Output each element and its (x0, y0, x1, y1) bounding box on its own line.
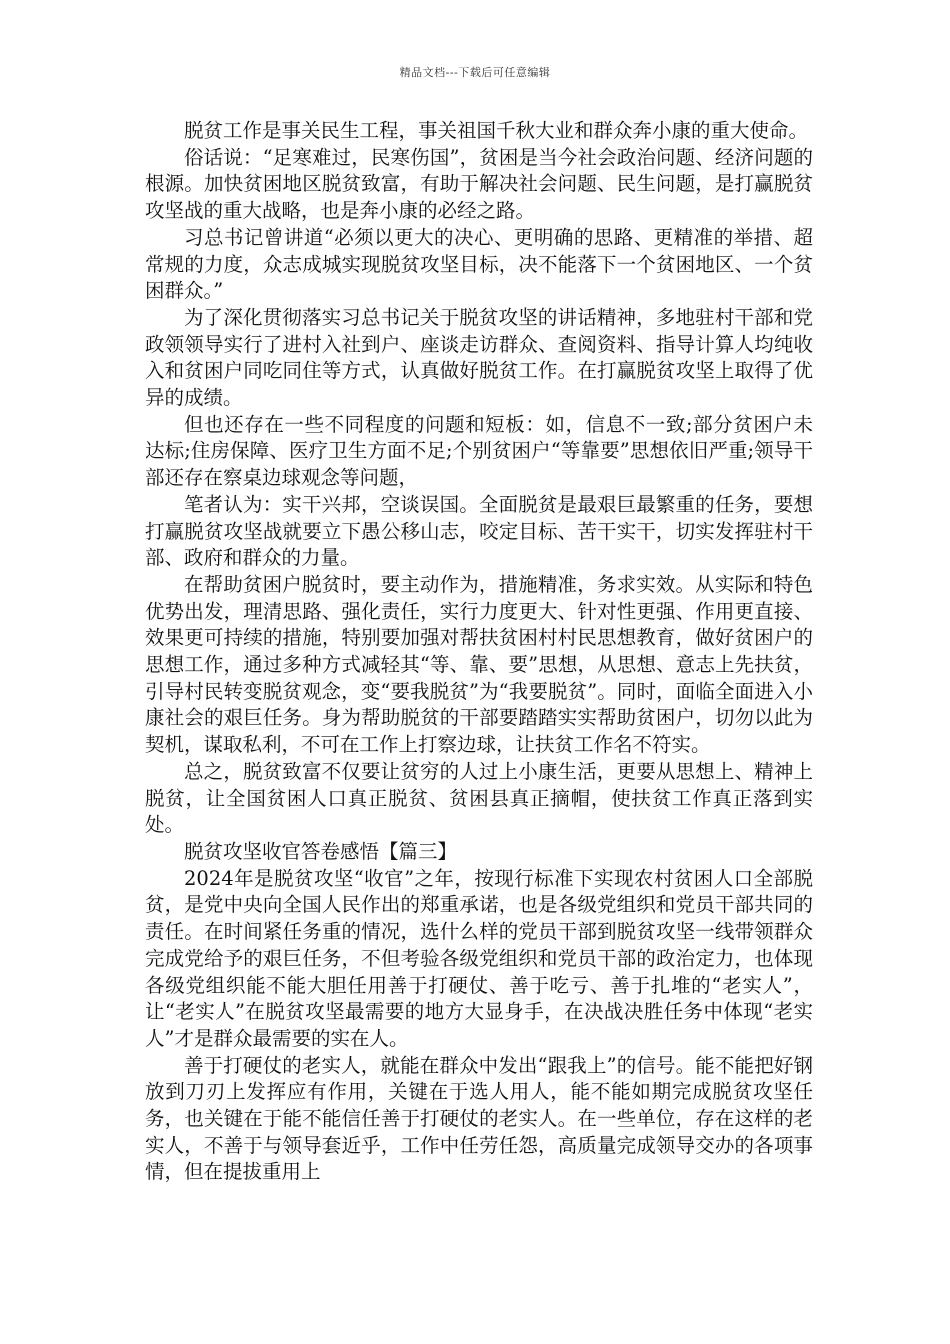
paragraph: 习总书记曾讲道“必须以更大的决心、更明确的思路、更精准的举措、超常规的力度，众志成城实现脱贫攻坚目标，决不能落下一个贫困地区、一个贫困群众。” (145, 225, 813, 303)
section-title: 脱贫攻坚收官答卷感悟【篇三】 (184, 839, 458, 863)
paragraph: 但也还存在一些不同程度的问题和短板：如，信息不一致;部分贫困户未达标;住房保障、医疗卫生方面不足;个别贫困户“等靠要”思想依旧严重;领导干部还存在察桌边球观念等问题， (145, 412, 813, 490)
paragraph: 脱贫工作是事关民生工程，事关祖国千秋大业和群众奔小康的重大使命。 (184, 119, 809, 142)
document-body (145, 118, 813, 1186)
page-header: 精品文档---下载后可任意编辑 (399, 66, 551, 79)
paragraph: 在帮助贫困户脱贫时，要主动作为，措施精准，务求实效。从实际和特色优势出发，理清思路、强化责任，实行力度更大、针对性更强、作用更直接、效果更可持续的措施，特别要加强对帮扶贫困村村民思想教育，做好贫困户的思想工作，通过多种方式减轻其“等、靠、要”思想，从思想、意志上先扶贫，引导村民转变脱贫观念，变“要我脱贫”为“我要脱贫”。同时，面临全面进入小康社会的艰巨任务。身为帮助脱贫的干部要踏踏实实帮助贫困户，切勿以此为契机，谋取私利，不可在工作上打察边球，让扶贫工作名不符实。 (145, 572, 813, 757)
paragraph: 总之，脱贫致富不仅要让贫穷的人过上小康生活，更要从思想上、精神上脱贫，让全国贫困人口真正脱贫、贫困县真正摘帽，使扶贫工作真正落到实处。 (145, 759, 813, 837)
paragraph: 俗话说：“足寒难过，民寒伤国”，贫困是当今社会政治问题、经济问题的根源。加快贫困地区脱贫致富，有助于解决社会问题、民生问题，是打赢脱贫攻坚战的重大战略，也是奔小康的必经之路。 (145, 145, 813, 223)
paragraph: 为了深化贯彻落实习总书记关于脱贫攻坚的讲话精神，多地驻村干部和党政领领导实行了进村入社到户、座谈走访群众、查阅资料、指导计算人均纯收入和贫困户同吃同住等方式，认真做好脱贫工作。在打赢脱贫攻坚上取得了优异的成绩。 (145, 305, 813, 410)
paragraph: 善于打硬仗的老实人，就能在群众中发出“跟我上”的信号。能不能把好钢放到刀刃上发挥应有作用，关键在于选人用人，能不能如期完成脱贫攻坚任务，也关键在于能不能信任善于打硬仗的老实人。在一些单位，存在这样的老实人，不善于与领导套近乎，工作中任劳任怨，高质量完成领导交办的各项事情，但在提拔重用上 (145, 1053, 813, 1184)
paragraph: 笔者认为：实干兴邦，空谈误国。全面脱贫是最艰巨最繁重的任务，要想打赢脱贫攻坚战就要立下愚公移山志，咬定目标、苦干实干，切实发挥驻村干部、政府和群众的力量。 (145, 492, 813, 570)
paragraph: 2024年是脱贫攻坚“收官”之年，按现行标准下实现农村贫困人口全部脱贫，是党中央向全国人民作出的郑重承诺，也是各级党组织和党员干部共同的责任。在时间紧任务重的情况，选什么样的党员干部到脱贫攻坚一线带领群众完成党给予的艰巨任务，不但考验各级党组织和党员干部的政治定力，也体现各级党组织能不能大胆任用善于打硬仗、善于吃亏、善于扎堆的“老实人”，让“老实人”在脱贫攻坚最需要的地方大显身手，在决战决胜任务中体现“老实人”才是群众最需要的实在人。 (145, 866, 813, 1050)
